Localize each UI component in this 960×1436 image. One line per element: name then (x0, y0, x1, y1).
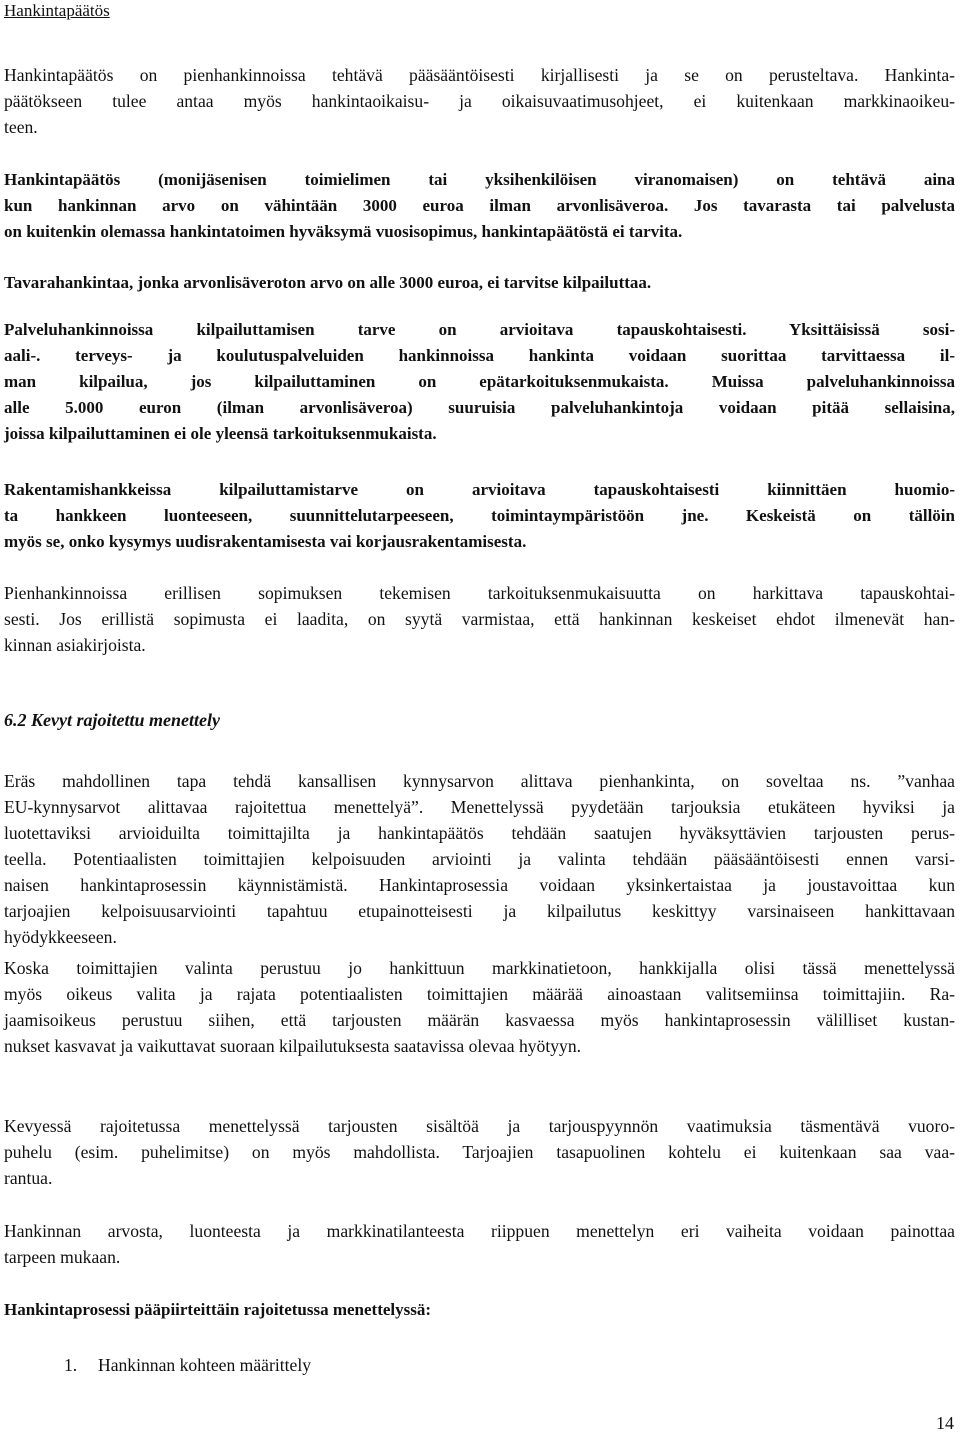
paragraph-line: tarpeen mukaan. (4, 1247, 121, 1267)
paragraph-line: Koska toimittajien valinta perustuu jo hankittuun markkinatietoon, hankkijalla olisi tässä menettelyssä (4, 958, 955, 978)
paragraph-line: nukset kasvavat ja vaikuttavat suoraan kilpailutuksesta saatavissa olevaa hyötyyn. (4, 1036, 582, 1056)
paragraph-line: myös oikeus valita ja rajata potentiaalisten toimittajien määrää ainoastaan valitsemiinsa toimittajiin. Ra- (4, 984, 955, 1004)
paragraph-line: Palveluhankinnoissa kilpailuttamisen tarve on arvioitava tapauskohtaisesti. Yksittäisissä sosi- (4, 320, 955, 339)
paragraph-line: jaamisoikeus perustuu siihen, että tarjousten määrän kasvaessa myös hankintaprosessin välilliset kustan- (4, 1010, 955, 1030)
paragraph-line: myös se, onko kysymys uudisrakentamisesta vai korjausrakentamisesta. (4, 532, 527, 551)
paragraph-line: alle 5.000 euron (ilman arvonlisäveroa) suuruisia palveluhankintoja voidaan pitää sellaisina, (4, 398, 955, 417)
list-item (64, 1352, 311, 1378)
paragraph-line: aali-. terveys- ja koulutuspalveluiden hankinnoissa hankinta voidaan suorittaa tarvittaessa il- (4, 346, 955, 365)
paragraph-line: Hankintapäätös (monijäsenisen toimielimen tai yksihenkilöisen viranomaisen) on tehtävä aina (4, 170, 955, 189)
paragraph-line: Hankinnan arvosta, luonteesta ja markkinatilanteesta riippuen menettelyn eri vaiheita voidaan painottaa (4, 1221, 955, 1241)
paragraph-line: Pienhankinnoissa erillisen sopimuksen tekemisen tarkoituksenmukaisuutta on harkittava tapauskohtai- (4, 583, 955, 603)
paragraph-line: luotettaviksi arvioiduilta toimittajilta ja hankintapäätös tehdään saatujen hyväksyttävien tarjousten perus- (4, 823, 955, 843)
list-item-number: 1. (64, 1355, 78, 1375)
paragraph-line: kinnan asiakirjoista. (4, 635, 146, 655)
paragraph-line: Hankintaprosessi pääpiirteittäin rajoitetussa menettelyssä: (4, 1300, 432, 1319)
paragraph-line: Rakentamishankkeissa kilpailuttamistarve on arvioitava tapauskohtaisesti kiinnittäen huomio- (4, 480, 955, 499)
paragraph-line: EU-kynnysarvot alittavaa rajoitettua menettelyä”. Menettelyssä pyydetään tarjouksia etukäteen hyviksi ja (4, 797, 955, 817)
paragraph-line: naisen hankintaprosessin käynnistämistä. Hankintaprosessia voidaan yksinkertaistaa ja joustavoittaa kun (4, 875, 955, 895)
page-number: 14 (936, 1413, 954, 1433)
running-head: Hankintapäätös (4, 1, 110, 20)
paragraph-line: teen. (4, 117, 38, 137)
paragraph-line: man kilpailua, jos kilpailuttaminen on epätarkoituksenmukaista. Muissa palveluhankinnoissa (4, 372, 955, 391)
paragraph-line: päätökseen tulee antaa myös hankintaoikaisu- ja oikaisuvaatimusohjeet, ei kuitenkaan markkinaoikeu- (4, 91, 955, 111)
section-heading: 6.2 Kevyt rajoitettu menettely (4, 710, 220, 730)
paragraph-line: joissa kilpailuttaminen ei ole yleensä tarkoituksenmukaista. (4, 424, 437, 443)
paragraph-line: puhelu (esim. puhelimitse) on myös mahdollista. Tarjoajien tasapuolinen kohtelu ei kuitenkaan saa vaa- (4, 1142, 955, 1162)
list-item-text: Hankinnan kohteen määrittely (98, 1355, 312, 1375)
paragraph-line: tarjoajien kelpoisuusarviointi tapahtuu etupainotteisesti ja kilpailutus keskittyy varsinaiseen hankittavaan (4, 901, 955, 921)
paragraph-line: rantua. (4, 1168, 53, 1188)
paragraph-line: teella. Potentiaalisten toimittajien kelpoisuuden arviointi ja valinta tehdään pääsääntöisesti ennen varsi- (4, 849, 955, 869)
paragraph-line: on kuitenkin olemassa hankintatoimen hyväksymä vuosisopimus, hankintapäätöstä ei tarvita. (4, 222, 683, 241)
paragraph-line: hyödykkeeseen. (4, 927, 117, 947)
paragraph-line: Hankintapäätös on pienhankinnoissa tehtävä pääsääntöisesti kirjallisesti ja se on perusteltava. Hankinta- (4, 65, 955, 85)
paragraph-line: sesti. Jos erillistä sopimusta ei laadita, on syytä varmistaa, että hankinnan keskeiset ehdot ilmenevät han- (4, 609, 955, 629)
paragraph-line: Eräs mahdollinen tapa tehdä kansallisen kynnysarvon alittava pienhankinta, on soveltaa ns. ”vanhaa (4, 771, 955, 791)
paragraph-line: kun hankinnan arvo on vähintään 3000 euroa ilman arvonlisäveroa. Jos tavarasta tai palvelusta (4, 196, 955, 215)
paragraph-line: Tavarahankintaa, jonka arvonlisäveroton arvo on alle 3000 euroa, ei tarvitse kilpailuttaa. (4, 273, 652, 292)
paragraph-line: Kevyessä rajoitetussa menettelyssä tarjousten sisältöä ja tarjouspyynnön vaatimuksia täsmentävä vuoro- (4, 1116, 955, 1136)
paragraph-line: ta hankkeen luonteeseen, suunnittelutarpeeseen, toimintaympäristöön jne. Keskeistä on tällöin (4, 506, 955, 525)
